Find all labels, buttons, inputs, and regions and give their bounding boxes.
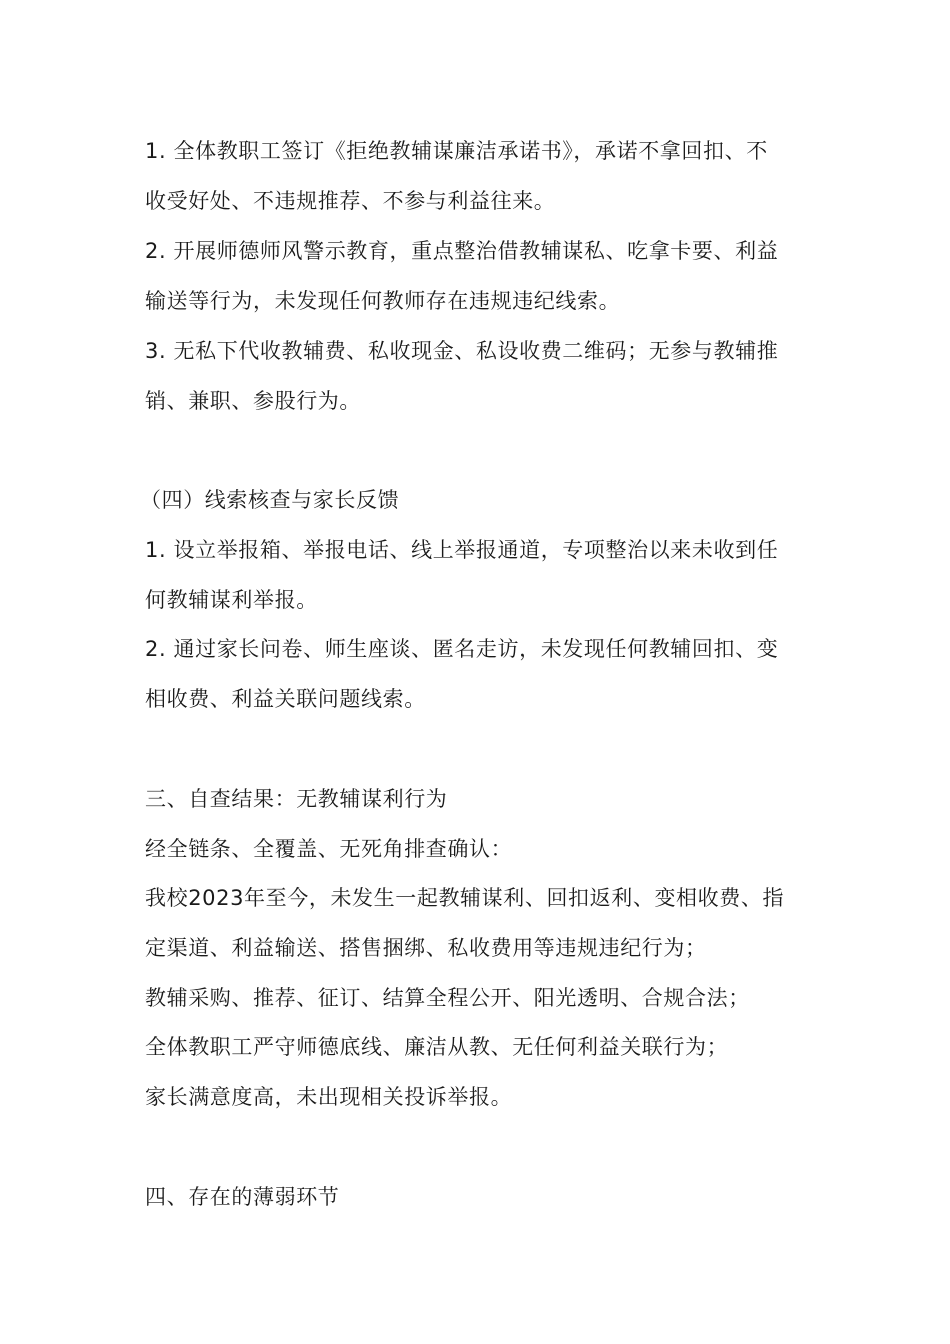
result-line-1a: 我校2023年至今，未发生一起教辅谋利、回扣返利、变相收费、指 (145, 886, 785, 910)
section-4-weakness-heading: 四、存在的薄弱环节 (145, 1185, 340, 1209)
result-line-4: 家长满意度高，未出现相关投诉举报。 (145, 1085, 513, 1109)
result-line-1b: 定渠道、利益输送、搭售捆绑、私收费用等违规违纪行为； (145, 936, 707, 960)
result-intro: 经全链条、全覆盖、无死角排查确认： (145, 837, 513, 861)
item-2-line-1: 2. 开展师德师风警示教育，重点整治借教辅谋私、吃拿卡要、利益 (145, 239, 779, 263)
section-4-heading: （四）线索核查与家长反馈 (140, 488, 400, 512)
section-3-heading: 三、自查结果：无教辅谋利行为 (145, 787, 448, 811)
section-4-item-2-line-1: 2. 通过家长问卷、师生座谈、匿名走访，未发现任何教辅回扣、变 (145, 637, 779, 661)
section-4-item-1-line-2: 何教辅谋利举报。 (145, 588, 318, 612)
result-line-2: 教辅采购、推荐、征订、结算全程公开、阳光透明、合规合法； (145, 986, 750, 1010)
section-4-item-1-line-1: 1. 设立举报箱、举报电话、线上举报通道，专项整治以来未收到任 (145, 538, 779, 562)
section-4-item-2-line-2: 相收费、利益关联问题线索。 (145, 687, 426, 711)
item-3-line-1: 3. 无私下代收教辅费、私收现金、私设收费二维码；无参与教辅推 (145, 339, 779, 363)
item-1-line-1: 1. 全体教职工签订《拒绝教辅谋廉洁承诺书》，承诺不拿回扣、不 (145, 139, 768, 163)
item-2-line-2: 输送等行为，未发现任何教师存在违规违纪线索。 (145, 289, 621, 313)
item-3-line-2: 销、兼职、参股行为。 (145, 389, 361, 413)
result-line-3: 全体教职工严守师德底线、廉洁从教、无任何利益关联行为； (145, 1035, 729, 1059)
item-1-line-2: 收受好处、不违规推荐、不参与利益往来。 (145, 189, 556, 213)
